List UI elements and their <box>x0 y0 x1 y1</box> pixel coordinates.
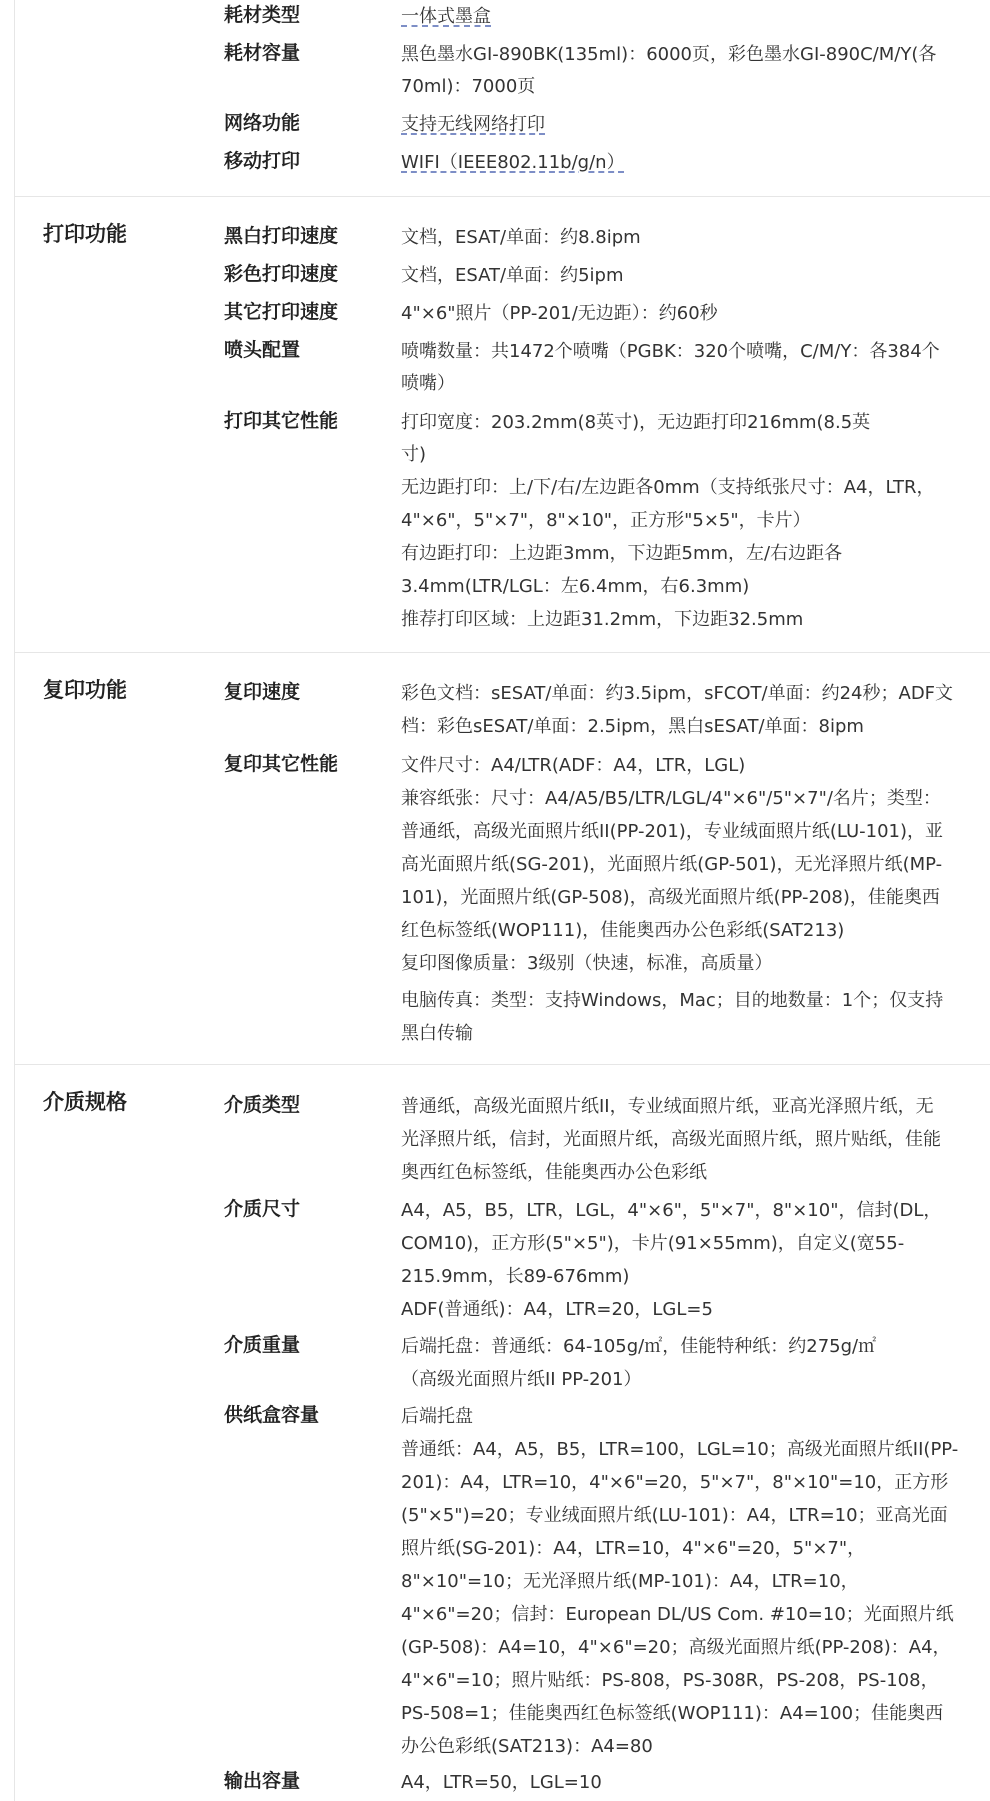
spec-value-line: 3.4mm(LTR/LGL：左6.4mm，右6.3mm) <box>401 576 750 597</box>
spec-key-media-size: 介质尺寸 <box>224 1198 301 1220</box>
spec-key-mobile-print: 移动打印 <box>224 150 301 172</box>
spec-value-line: 4"×6"=20；信封：European DL/US Com. #10=10；光面照片纸 <box>401 1604 954 1625</box>
spec-value-line: 推荐打印区域：上边距31.2mm，下边距32.5mm <box>401 609 804 630</box>
spec-value-line: 寸) <box>401 444 427 465</box>
spec-value-line: ADF(普通纸)：A4，LTR=20，LGL=5 <box>401 1299 713 1320</box>
spec-key-media-type: 介质类型 <box>224 1094 301 1116</box>
spec-value-line: 4"×6"照片（PP-201/无边距）：约60秒 <box>401 303 718 324</box>
section-divider <box>14 652 990 653</box>
spec-value-line: PS-508=1；佳能奥西红色标签纸(WOP111)：A4=100；佳能奥西 <box>401 1703 944 1724</box>
spec-value-line: 101)，光面照片纸(GP-508)，高级光面照片纸(PP-208)，佳能奥西 <box>401 887 940 908</box>
spec-key-consumable-capacity: 耗材容量 <box>224 42 301 64</box>
spec-value-line: A4，LTR=50，LGL=10 <box>401 1772 602 1793</box>
spec-value-line: 彩色文档：sESAT/单面：约3.5ipm，sFCOT/单面：约24秒；ADF文 <box>401 683 954 704</box>
section-title-media: 介质规格 <box>43 1090 127 1114</box>
spec-value-line: 无边距打印：上/下/右/左边距各0mm（支持纸张尺寸：A4，LTR， <box>401 477 935 498</box>
spec-value-line: 文档，ESAT/单面：约8.8ipm <box>401 227 641 248</box>
spec-value-line: 201)：A4，LTR=10，4"×6"=20，5"×7"，8"×10"=10，正方形 <box>401 1472 949 1493</box>
spec-value-line: 电脑传真：类型：支持Windows，Mac；目的地数量：1个；仅支持 <box>401 990 944 1011</box>
spec-value-line: 喷嘴） <box>401 373 455 394</box>
spec-value-network[interactable]: 支持无线网络打印 <box>401 114 545 135</box>
spec-key-output-capacity: 输出容量 <box>224 1770 301 1792</box>
spec-value-line: 文件尺寸：A4/LTR(ADF：A4，LTR，LGL) <box>401 755 746 776</box>
spec-value-line: A4，A5，B5，LTR，LGL，4"×6"，5"×7"，8"×10"，信封(DL， <box>401 1200 942 1221</box>
section-title-copy: 复印功能 <box>43 678 127 702</box>
spec-value-line: 后端托盘：普通纸：64-105g/㎡，佳能特种纸：约275g/㎡ <box>401 1336 877 1357</box>
spec-value-line: 文档，ESAT/单面：约5ipm <box>401 265 624 286</box>
spec-value-line: （高级光面照片纸II PP-201） <box>401 1369 642 1390</box>
spec-value-line: 普通纸：A4，A5，B5，LTR=100，LGL=10；高级光面照片纸II(PP- <box>401 1439 959 1460</box>
spec-value-line: 红色标签纸(WOP111)，佳能奥西办公色彩纸(SAT213) <box>401 920 845 941</box>
section-divider <box>14 196 990 197</box>
spec-value-line: 后端托盘 <box>401 1406 473 1427</box>
spec-key-print-other: 打印其它性能 <box>224 410 339 432</box>
spec-value-consumable-type[interactable]: 一体式墨盒 <box>401 6 491 27</box>
spec-key-tray-capacity: 供纸盒容量 <box>224 1404 320 1426</box>
spec-key-network: 网络功能 <box>224 112 301 134</box>
spec-value-line: 8"×10"=10；无光泽照片纸(MP-101)：A4，LTR=10， <box>401 1571 859 1592</box>
spec-key-other-speed: 其它打印速度 <box>224 301 339 323</box>
spec-value-line: 普通纸，高级光面照片纸II，专业绒面照片纸，亚高光泽照片纸，无 <box>401 1096 934 1117</box>
spec-value-line: COM10)，正方形(5"×5")，卡片(91×55mm)，自定义(宽55- <box>401 1233 905 1254</box>
spec-value-line: 奥西红色标签纸，佳能奥西办公色彩纸 <box>401 1162 707 1183</box>
spec-value-line: 黑白传输 <box>401 1023 473 1044</box>
spec-value-line: 高光面照片纸(SG-201)，光面照片纸(GP-501)，无光泽照片纸(MP- <box>401 854 943 875</box>
spec-value-line: 喷嘴数量：共1472个喷嘴（PGBK：320个喷嘴，C/M/Y：各384个 <box>401 341 940 362</box>
spec-value-mobile-print[interactable]: WIFI（IEEE802.11b/g/n） <box>401 152 625 173</box>
spec-value-line: 黑色墨水GI-890BK(135ml)：6000页，彩色墨水GI-890C/M/Y(各 <box>401 44 937 65</box>
spec-value-line: 70ml)：7000页 <box>401 76 536 97</box>
section-divider <box>14 1064 990 1065</box>
spec-key-copy-other: 复印其它性能 <box>224 753 339 775</box>
left-border <box>14 0 15 1801</box>
spec-value-line: 兼容纸张：尺寸：A4/A5/B5/LTR/LGL/4"×6"/5"×7"/名片；类型： <box>401 788 941 809</box>
spec-value-line: 打印宽度：203.2mm(8英寸)，无边距打印216mm(8.5英 <box>401 412 871 433</box>
spec-key-consumable-type: 耗材类型 <box>224 4 301 26</box>
spec-value-line: (5"×5")=20；专业绒面照片纸(LU-101)：A4，LTR=10；亚高光面 <box>401 1505 948 1526</box>
spec-key-bw-speed: 黑白打印速度 <box>224 225 339 247</box>
spec-key-color-speed: 彩色打印速度 <box>224 263 339 285</box>
spec-value-line: 照片纸(SG-201)：A4，LTR=10，4"×6"=20，5"×7"， <box>401 1538 866 1559</box>
section-title-print: 打印功能 <box>43 222 127 246</box>
spec-value-line: 215.9mm，长89-676mm) <box>401 1266 630 1287</box>
spec-value-line: 光泽照片纸，信封，光面照片纸，高级光面照片纸，照片贴纸，佳能 <box>401 1129 941 1150</box>
spec-value-line: 普通纸，高级光面照片纸II(PP-201)，专业绒面照片纸(LU-101)，亚 <box>401 821 944 842</box>
spec-value-line: (GP-508)：A4=10，4"×6"=20；高级光面照片纸(PP-208)：A4， <box>401 1637 951 1658</box>
spec-key-media-weight: 介质重量 <box>224 1334 301 1356</box>
spec-value-line: 档：彩色sESAT/单面：2.5ipm，黑白sESAT/单面：8ipm <box>401 716 864 737</box>
spec-value-line: 办公色彩纸(SAT213)：A4=80 <box>401 1736 653 1757</box>
spec-key-copy-speed: 复印速度 <box>224 681 301 703</box>
spec-key-nozzle: 喷头配置 <box>224 339 301 361</box>
spec-value-line: 有边距打印：上边距3mm，下边距5mm，左/右边距各 <box>401 543 843 564</box>
spec-value-line: 4"×6"=10；照片贴纸：PS-808，PS-308R，PS-208，PS-108， <box>401 1670 939 1691</box>
spec-value-line: 复印图像质量：3级别（快速，标准，高质量） <box>401 953 773 974</box>
spec-value-line: 4"×6"，5"×7"，8"×10"，正方形"5×5"，卡片） <box>401 510 811 531</box>
